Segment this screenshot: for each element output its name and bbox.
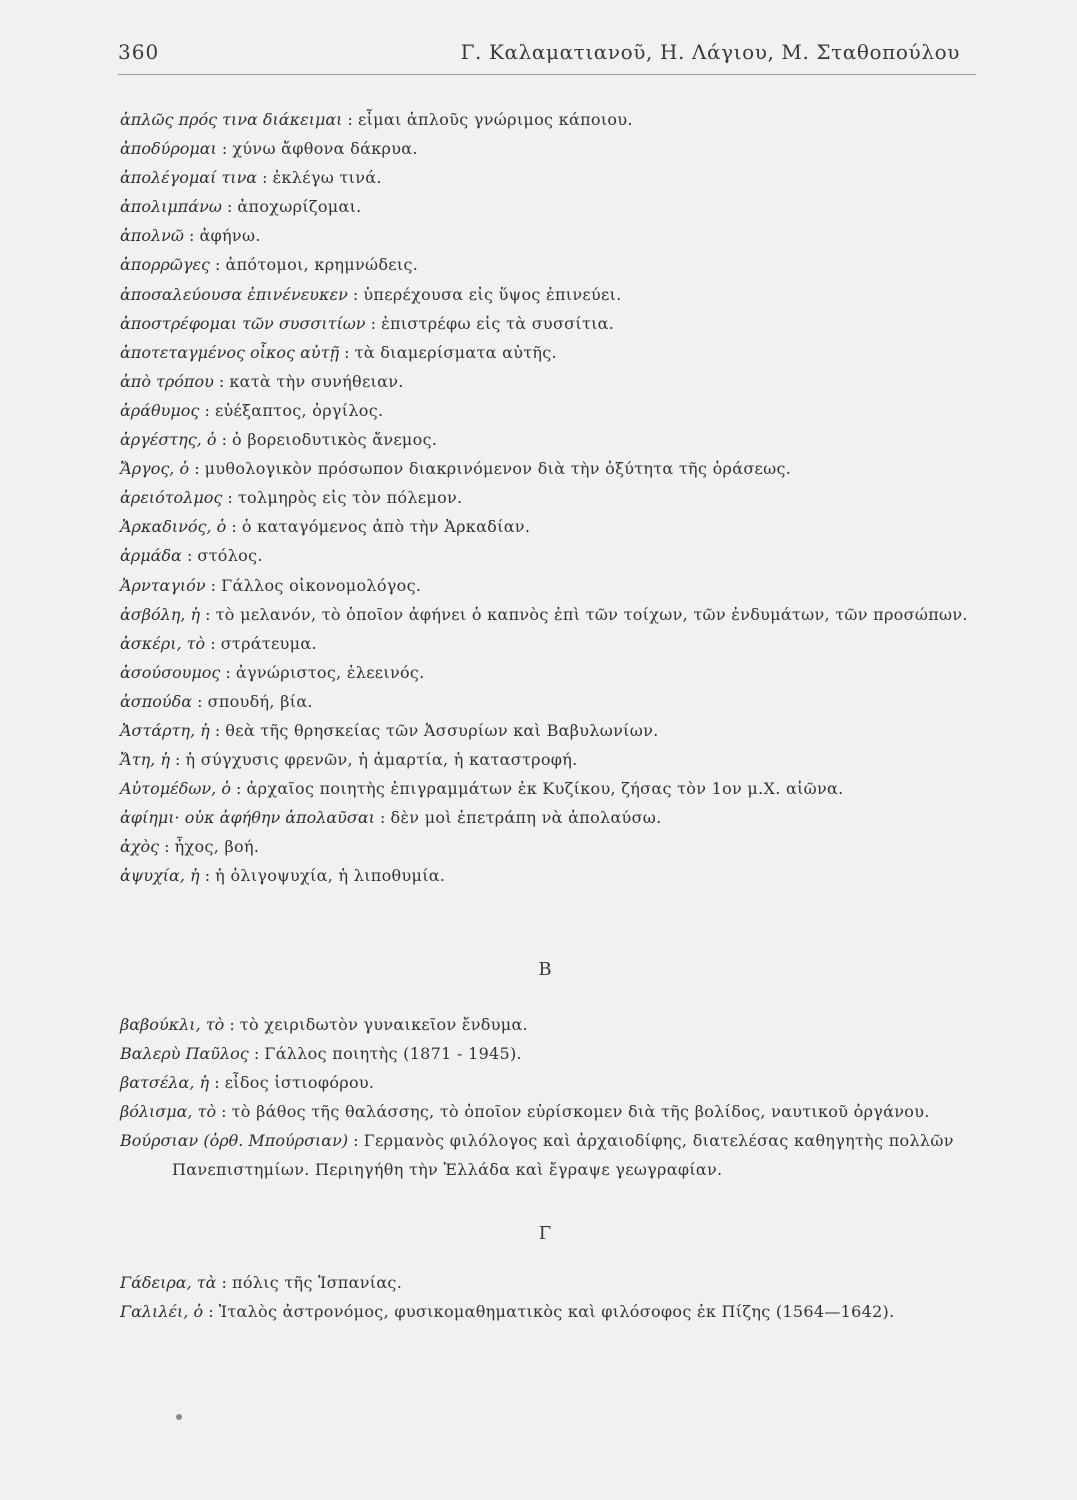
entry-separator: : — [209, 720, 226, 740]
glossary-section-beta — [120, 959, 970, 1185]
glossary-entry — [120, 454, 970, 483]
glossary-section-alpha — [120, 105, 970, 891]
entry-term: Ἄργος, ὁ — [120, 459, 190, 479]
entry-definition: κατὰ τὴν συνήθειαν. — [229, 371, 404, 391]
entry-separator: : — [220, 662, 236, 682]
entry-definition: Γάλλος οἰκονομολόγος. — [221, 575, 422, 595]
glossary-entry — [120, 425, 970, 454]
entry-separator: : — [192, 691, 208, 711]
entry-term: ἀφίημι· οὐκ ἀφήθην ἀπολαῦσαι — [120, 808, 375, 828]
entry-separator: : — [213, 371, 230, 391]
entry-term: ἀπορρῶγες — [120, 255, 210, 275]
glossary-entry — [120, 541, 970, 570]
entry-term: Βούρσιαν (ὀρθ. Μπούρσιαν) — [120, 1131, 349, 1151]
entry-term: ἀσούσουμος — [120, 662, 221, 682]
glossary-entry — [120, 163, 970, 192]
entry-definition: εὐέξαπτος, ὀργίλος. — [214, 400, 384, 420]
entry-term: ἀσκέρι, τὸ — [120, 633, 206, 653]
glossary-entry — [120, 571, 970, 600]
entry-definition: Γάλλος ποιητὴς (1871 - 1945). — [264, 1044, 522, 1064]
entry-separator: : — [216, 430, 233, 450]
glossary-entry — [120, 280, 970, 309]
entry-definition: ἀφήνω. — [199, 226, 261, 246]
glossary-entry — [120, 396, 970, 425]
entry-term: ἁπλῶς πρός τινα διάκειμαι — [120, 110, 343, 129]
glossary-entry — [120, 803, 970, 832]
entry-definition: τὸ βάθος τῆς θαλάσσης, τὸ ὁποῖον εὑρίσκομεν διὰ τῆς βολίδος, ναυτικοῦ ὀργάνου. — [231, 1102, 930, 1122]
entry-term: ἀπολέγομαί τινα — [120, 168, 258, 188]
glossary-entry — [120, 192, 970, 221]
entry-separator: : — [216, 1102, 232, 1122]
entry-definition: τὸ χειριδωτὸν γυναικεῖον ἔνδυμα. — [239, 1015, 528, 1034]
entry-separator: : — [374, 808, 391, 828]
entry-separator: : — [226, 517, 242, 537]
entry-separator: : — [209, 1073, 225, 1093]
entry-definition: πόλις τῆς Ἱσπανίας. — [232, 1273, 403, 1292]
entry-separator: : — [230, 779, 247, 799]
entry-term: βατσέλα, ἡ — [120, 1073, 210, 1093]
entry-definition: ἀπότομοι, κρημνώδεις. — [225, 255, 419, 275]
entry-separator: : — [169, 750, 186, 770]
entry-term: ἀσπούδα — [120, 691, 193, 711]
entry-term: ἀργέστης, ὁ — [120, 430, 217, 450]
entry-term: Γαλιλέι, ὁ — [120, 1302, 204, 1322]
entry-definition: ἡ σύγχυσις φρενῶν, ἡ ἁμαρτία, ἡ καταστροφή. — [185, 750, 578, 770]
glossary-entry — [120, 832, 970, 861]
entry-term: ἀσβόλη, ἡ — [120, 604, 201, 624]
entry-term: Ἀρκαδινός, ὁ — [120, 517, 227, 537]
entry-separator: : — [199, 400, 215, 420]
entry-separator: : — [183, 226, 200, 246]
glossary-entry — [120, 745, 970, 774]
glossary-entry — [120, 687, 970, 716]
entry-separator: : — [339, 342, 355, 362]
entry-separator: : — [248, 1044, 265, 1064]
entry-definition: ἦχος, βοή. — [174, 837, 260, 857]
glossary-entry — [120, 716, 970, 745]
entry-term: ἀποδύρομαι — [120, 139, 217, 159]
entry-separator: : — [342, 110, 358, 129]
glossary-entry — [120, 1268, 970, 1297]
page-header — [118, 40, 960, 76]
entry-term: Ἀρνταγιόν — [120, 575, 206, 595]
entry-term: ἀρμάδα — [120, 546, 182, 566]
entry-term: ἀποτεταγμένος οἶκος αὐτῇ — [120, 342, 340, 362]
entry-definition: ἐπιστρέφω εἰς τὰ συσσίτια. — [381, 313, 615, 333]
entry-term: βόλισμα, τὸ — [120, 1102, 217, 1122]
entry-separator: : — [209, 255, 226, 275]
entry-definition: χύνω ἄφθονα δάκρυα. — [232, 139, 418, 159]
entry-term: ἀρειότολμος — [120, 488, 223, 508]
glossary-entry — [120, 512, 970, 541]
glossary-entry — [120, 1126, 970, 1184]
header-rule — [118, 74, 976, 75]
entry-term: ἀψυχία, ἡ — [120, 866, 200, 886]
section-letter-beta: Β — [538, 959, 552, 980]
glossary-entry — [120, 309, 970, 338]
glossary-entry — [120, 600, 970, 629]
entry-separator: : — [348, 1131, 364, 1151]
glossary-entry — [120, 1010, 970, 1039]
entry-term: Βαλερὺ Παῦλος — [120, 1044, 249, 1064]
glossary-entry — [120, 861, 970, 890]
entry-definition: ὁ βορειοδυτικὸς ἄνεμος. — [232, 430, 438, 450]
entry-separator: : — [181, 546, 198, 566]
entry-term: Ἀστάρτη, ἡ — [120, 720, 210, 740]
entry-separator: : — [200, 604, 216, 624]
entry-term: ἀχὸς — [120, 837, 160, 857]
entry-separator: : — [216, 1273, 232, 1292]
entry-term: ἀπολιμπάνω — [120, 197, 222, 217]
ink-speck — [176, 1414, 182, 1420]
entry-separator: : — [159, 837, 175, 857]
entry-term: βαβούκλι, τὸ — [120, 1015, 225, 1034]
entry-definition: σπουδή, βία. — [207, 691, 313, 711]
glossary-entry — [120, 483, 970, 512]
glossary-entry — [120, 1097, 970, 1126]
entry-definition: τὸ μελανόν, τὸ ὁποῖον ἀφήνει ὁ καπνὸς ἐπὶ τῶν τοίχων, τῶν ἐνδυμάτων, τῶν προσώπων. — [215, 604, 968, 624]
glossary-entry — [120, 658, 970, 687]
entry-term: Γάδειρα, τὰ — [120, 1273, 217, 1292]
entry-definition: ἐκλέγω τινά. — [272, 168, 382, 188]
entry-definition: ὑπερέχουσα εἰς ὕψος ἐπινεύει. — [363, 284, 622, 304]
entry-separator: : — [205, 633, 221, 653]
entry-separator: : — [216, 139, 233, 159]
glossary-entry — [120, 774, 970, 803]
entry-definition: εἶδος ἱστιοφόρου. — [224, 1073, 375, 1093]
entry-definition: στόλος. — [197, 546, 263, 566]
entry-term: ἀπὸ τρόπου — [120, 371, 214, 391]
entry-definition: δὲν μοὶ ἐπετράπη νὰ ἀπολαύσω. — [390, 808, 662, 828]
entry-definition: ἀποχωρίζομαι. — [237, 197, 362, 217]
entry-term: Αὐτομέδων, ὁ — [120, 779, 231, 799]
entry-separator: : — [221, 197, 238, 217]
entry-separator: : — [203, 1302, 219, 1322]
entry-term: ἀπολνῶ — [120, 226, 184, 246]
glossary-entry — [120, 1297, 970, 1326]
glossary-entry — [120, 338, 970, 367]
entry-separator: : — [224, 1015, 240, 1034]
page-number: 360 — [118, 40, 160, 64]
entry-definition: ἀρχαῖος ποιητὴς ἐπιγραμμάτων ἐκ Κυζίκου, ζήσας τὸν 1ον μ.Χ. αἰῶνα. — [246, 779, 844, 799]
glossary-entry — [120, 367, 970, 396]
glossary-entry — [120, 221, 970, 250]
entry-definition: ἡ ὀλιγοψυχία, ἡ λιποθυμία. — [215, 866, 446, 886]
entry-definition: τὰ διαμερίσματα αὐτῆς. — [354, 342, 557, 362]
glossary-entry — [120, 134, 970, 163]
entry-separator: : — [257, 168, 273, 188]
entry-definition: ἀγνώριστος, ἐλεεινός. — [235, 662, 425, 682]
glossary-entry — [120, 1068, 970, 1097]
entry-separator: : — [365, 313, 382, 333]
section-letter-gamma: Γ — [538, 1223, 552, 1244]
running-title: Γ. Καλαματιανοῦ, Η. Λάγιου, Μ. Σταθοπούλου — [460, 40, 960, 64]
entry-term: ἀράθυμος — [120, 400, 200, 420]
glossary-entry — [120, 105, 970, 134]
entry-separator: : — [189, 459, 205, 479]
entry-definition: ὁ καταγόμενος ἀπὸ τὴν Ἀρκαδίαν. — [241, 517, 531, 537]
glossary-entry — [120, 250, 970, 279]
glossary-section-gamma — [120, 1223, 970, 1326]
entry-term: ἀποστρέφομαι τῶν συσσιτίων — [120, 313, 366, 333]
entry-definition: Γερμανὸς φιλόλογος καὶ ἀρχαιοδίφης, διατελέσας καθηγητὴς πολλῶν Πανεπιστημίων. Περιηγήθη τὴν Ἑλλάδα καὶ ἔγραψε γεωγραφίαν. — [172, 1131, 954, 1180]
entry-definition: τολμηρὸς εἰς τὸν πόλεμον. — [237, 488, 463, 508]
entry-definition: μυθολογικὸν πρόσωπον διακρινόμενον διὰ τὴν ὀξύτητα τῆς ὁράσεως. — [204, 459, 792, 479]
entry-separator: : — [205, 575, 222, 595]
entry-definition: θεὰ τῆς θρησκείας τῶν Ἀσσυρίων καὶ Βαβυλωνίων. — [225, 720, 659, 740]
glossary-entry — [120, 629, 970, 658]
entry-separator: : — [347, 284, 364, 304]
entry-definition: Ἰταλὸς ἀστρονόμος, φυσικομαθηματικὸς καὶ φιλόσοφος ἐκ Πίζης (1564—1642). — [218, 1302, 895, 1322]
glossary-entry — [120, 1039, 970, 1068]
entry-separator: : — [199, 866, 216, 886]
entry-term: Ἄτη, ἡ — [120, 750, 170, 770]
entry-definition: στράτευμα. — [220, 633, 317, 653]
entry-separator: : — [222, 488, 238, 508]
entry-term: ἀποσαλεύουσα ἐπινένευκεν — [120, 284, 348, 304]
entry-definition: εἶμαι ἁπλοῦς γνώριμος κάποιου. — [358, 110, 633, 129]
